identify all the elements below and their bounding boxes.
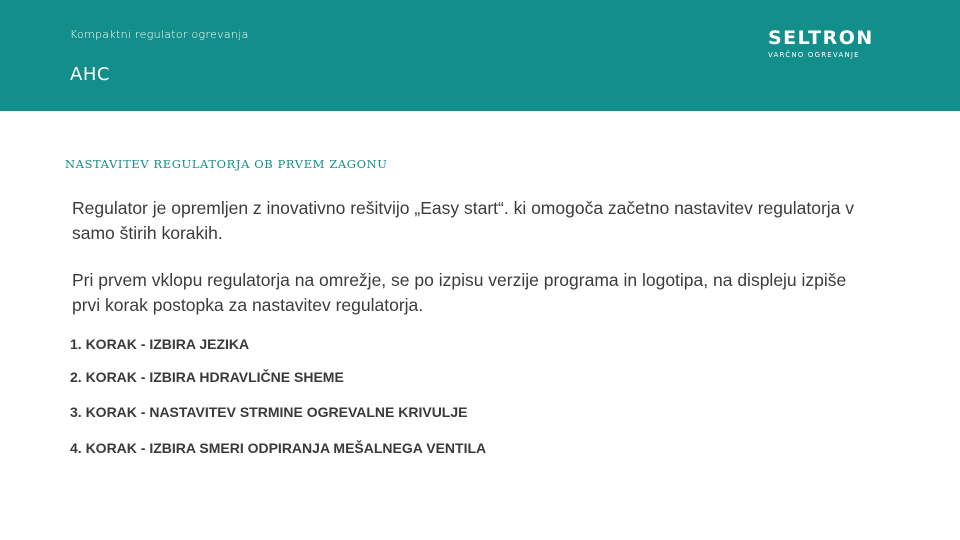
first-power-on-paragraph: Pri prvem vklopu regulatorja na omrežje, se po izpisu verzije programa in logotipa, na displeju izpiše prvi korak postopka za nastavitev regulatorja. bbox=[72, 270, 847, 315]
section-heading: NASTAVITEV REGULATORJA OB PRVEM ZAGONU bbox=[65, 157, 388, 171]
seltron-logo bbox=[768, 28, 896, 59]
presentation-title: AHC bbox=[70, 64, 110, 85]
presentation-subtitle: Kompaktni regulator ogrevanja bbox=[70, 28, 249, 41]
step-item: 2. KORAK - IZBIRA HDRAVLIČNE SHEME bbox=[70, 369, 344, 385]
intro-paragraph: Regulator je opremljen z inovativno rešitvijo „Easy start“. ki omogoča začetno nastavitev regulatorja v samo štirih korakih. bbox=[72, 198, 855, 243]
step-item: 1. KORAK - IZBIRA JEZIKA bbox=[70, 336, 250, 352]
header-banner bbox=[0, 0, 960, 111]
step-item: 3. KORAK - NASTAVITEV STRMINE OGREVALNE KRIVULJE bbox=[70, 404, 468, 420]
logo-tagline: VARČNO OGREVANJE bbox=[768, 51, 860, 59]
step-item: 4. KORAK - IZBIRA SMERI ODPIRANJA MEŠALNEGA VENTILA bbox=[70, 440, 487, 456]
logo-name: SELTRON bbox=[768, 27, 874, 49]
